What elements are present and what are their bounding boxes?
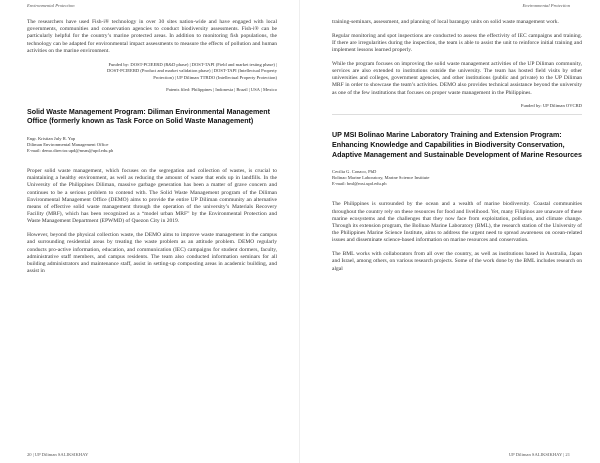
funding-note: Funded by: UP Diliman OVCRD bbox=[520, 103, 582, 109]
page-footer: 20 | UP Diliman SALIKSIKHAY bbox=[27, 452, 89, 457]
body-paragraph: While the program focuses on improving the solid waste management activities of the UP Diliman community, services are also extended to institutions outside the university. The team has hosted field visits by other universities and colleges, government agencies, and other institutions (public and private) to the UP Diliman MRF in order to showcase the team’s activities. DEMO also provides technical assistance beyond the university as one of the few institutions that focuses on proper waste management in the Philippines. bbox=[332, 60, 582, 96]
author-block bbox=[332, 169, 582, 187]
body-paragraph: The Philippines is surrounded by the ocean and a wealth of marine biodiversity. Coastal communities throughout the country rely on these resources for food and livelihood. Yet, many Filipinos are unaware of these marine ecosystems and the challenges that they now face from exploitation, pollution, and climate change. Through its extension program, the Bolinao Marine Laboratory (BML), the research station of the University of the Philippines Marine Science Institute, aims to address the urgent need to spread awareness on ocean-related issues and disseminate science-based information on marine resources and conservation. bbox=[332, 201, 582, 244]
article-title: UP MSI Bolinao Marine Laboratory Training and Extension Program: Enhancing Knowledge and Capabilities in Biodiversity Conservation, Adaptive Management and Sustainable Development of Marine Resources bbox=[332, 131, 582, 159]
body-paragraph: Regular monitoring and spot inspections are conducted to assess the effectivity of IEC campaigns and training. If there are irregularities during the inspection, the team is able to assist the unit to reinforce initial training and implement lessons learned properly. bbox=[332, 32, 582, 54]
right-column bbox=[332, 19, 582, 279]
funding-line: Protection) | UP Diliman TTBDO (Intellectual Property Protection) bbox=[153, 74, 277, 80]
funding-line: Funded by: DOST-PCIEERD (R&D phase) | DOST-TAPI (Field and market testing phase) | bbox=[108, 61, 277, 67]
right-page bbox=[300, 0, 600, 463]
article-title: Solid Waste Management Program: Diliman Environmental Management Office (formerly known as Task Force on Solid Waste Management) bbox=[27, 107, 270, 126]
author-name: Cecilia G. Conaco, PhD bbox=[332, 169, 377, 175]
author-email: E-mail: demo.director.upd@msm@upd.edu.ph bbox=[27, 147, 114, 153]
body-paragraph: training-seminars, assessment, and planning of local barangay units on solid waste management work. bbox=[332, 19, 559, 25]
running-head: Environmental Protection bbox=[27, 3, 75, 8]
body-paragraph: The BML works with collaborators from all over the country, as well as institutions based in Australia, Japan and Israel, among others, on various research projects. Some of the work done by the BML includes research on algal bbox=[332, 251, 582, 272]
funding-note bbox=[27, 62, 277, 82]
author-affiliation: Bolinao Marine Laboratory, Marine Science Institute bbox=[332, 175, 430, 181]
page-footer: UP Diliman SALIKSIKHAY | 21 bbox=[508, 452, 570, 457]
author-email: E-mail: bml@msi.upd.edu.ph bbox=[332, 181, 387, 187]
body-paragraph: However, beyond the physical collection waste, the DEMO aims to improve waste management in the campus and surrounding residential areas by treating the waste problem as an attitude problem. DEMO regularly conducts pro-active information, education, and communication (IEC) campaigns for student dormers, faculty, administrative staff members, and campus residents. The team also conducted information seminars for all building administrators and maintenance staff, assist in setting-up composting areas in academic building, and assist in bbox=[27, 232, 277, 275]
author-affiliation: Diliman Environmental Management Office bbox=[27, 141, 109, 147]
patents-note: Patents filed: Philippines | Indonesia | Brazil | USA | Mexico bbox=[166, 87, 277, 93]
funding-line: DOST-PCIEERD (Product and market validation phase) | DOST-TAPI (Intellectual Property bbox=[106, 68, 277, 74]
left-column bbox=[27, 19, 277, 282]
running-head: Environmental Protection bbox=[522, 3, 570, 8]
body-paragraph: Proper solid waste management, which focuses on the segregation and collection of wastes, is crucial to maintaining a healthy environment, as well as reducing the amount of waste that ends up in landfills. In the University of the Philippines Diliman, massive garbage generation has been a matter of grave concern and continues to be a serious problem to contend with. The Solid Waste Management program of the Diliman Environmental Management Office (DEMO) aims to provide the entire UP Diliman community an alternative means of effective solid waste management through the operation of the university’s Materials Recovery Facility (MRF), which has been recognized as a “model urban MRF” by the Environmental Protection and Waste Management Department (EPWMD) of Quezon City in 2019. bbox=[27, 167, 277, 225]
author-block bbox=[27, 136, 277, 154]
intro-paragraph: The researchers have used Fish-i® technology in over 30 sites nation-wide and have engaged with local governments, communities and conservation agencies to conduct biodiversity assessments. Fish-i® can be particularly helpful for the country’s marine protected areas. In addition to monitoring fish populations, the technology can be adapted for environmental impact assessments to measure the effects of pollution and human activities on the marine environment. bbox=[27, 19, 277, 54]
author-name: Engr. Kristian July R. Yap bbox=[27, 135, 76, 141]
section-divider bbox=[332, 114, 582, 115]
